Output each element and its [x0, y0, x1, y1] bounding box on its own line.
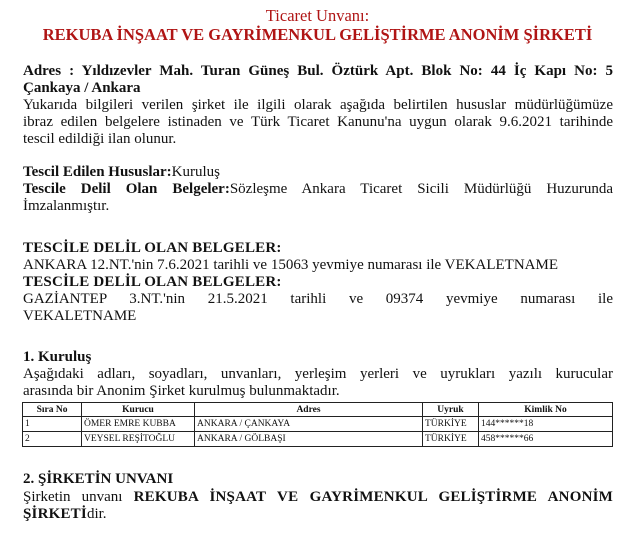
section1-heading: 1. Kuruluş: [23, 349, 92, 365]
section2-company-name-end: ŞİRKETİ: [23, 506, 87, 522]
cell-order: 1: [23, 417, 82, 432]
section2-line-1: [23, 489, 613, 505]
intro-line-2: ibraz edilen belgelere istinaden ve Türk Ticaret Kanunu'na uygun olarak 9.6.2021 tarihinde: [23, 114, 613, 130]
evidence-value-1: Sözleşme Ankara Ticaret Sicili Müdürlüğü Huzurunda: [229, 181, 613, 197]
registered-matters: [23, 164, 613, 180]
col-header-founder: Kurucu: [82, 403, 195, 417]
table-row: [23, 432, 613, 447]
cell-nationality: TÜRKİYE: [423, 417, 479, 432]
documents-line-1: ANKARA 12.NT.'nin 7.6.2021 tarihli ve 15063 yevmiye numarası ile VEKALETNAME: [23, 257, 558, 273]
cell-id: 144******18: [479, 417, 613, 432]
section2-line-2: [23, 506, 613, 522]
registered-label: Tescil Edilen Hususlar:: [23, 164, 172, 180]
company-title: REKUBA İNŞAAT VE GAYRİMENKUL GELİŞTİRME ANONİM ŞİRKETİ: [42, 25, 593, 44]
address-line-1: Adres : Yıldızevler Mah. Turan Güneş Bul. Öztürk Apt. Blok No: 44 İç Kapı No: 5: [23, 63, 613, 79]
founders-header-row: [23, 403, 613, 417]
cell-nationality: TÜRKİYE: [423, 432, 479, 447]
section2-company-name: REKUBA İNŞAAT VE GAYRİMENKUL GELİŞTİRME ANONİM: [133, 489, 614, 505]
cell-address: ANKARA / ÇANKAYA: [195, 417, 423, 432]
evidence-label: Tescile Delil Olan Belgeler:: [23, 181, 230, 197]
documents-line-2a: GAZİANTEP 3.NT.'nin 21.5.2021 tarihli ve 09374 yevmiye numarası ile: [23, 291, 613, 307]
cell-founder: ÖMER EMRE KUBBA: [82, 417, 195, 432]
documents-line-2b: VEKALETNAME: [23, 308, 137, 324]
trade-name-label: Ticaret Unvanı:: [265, 6, 370, 25]
table-row: [23, 417, 613, 432]
col-header-nationality: Uyruk: [423, 403, 479, 417]
cell-order: 2: [23, 432, 82, 447]
section1-text-2: arasında bir Anonim Şirket kurulmuş bulunmaktadır.: [23, 383, 340, 399]
cell-founder: VEYSEL REŞİTOĞLU: [82, 432, 195, 447]
intro-line-1: Yukarıda bilgileri verilen şirket ile ilgili olarak aşağıda belirtilen hususlar müdürlüğümüze: [23, 97, 613, 113]
documents-heading-1: TESCİLE DELİL OLAN BELGELER:: [23, 240, 282, 256]
col-header-id: Kimlik No: [479, 403, 613, 417]
founders-table: [22, 402, 613, 447]
evidence-line-1: [23, 181, 613, 197]
cell-address: ANKARA / GÖLBAŞI: [195, 432, 423, 447]
section2-heading: 2. ŞİRKETİN UNVANI: [23, 471, 174, 487]
col-header-order: Sıra No: [23, 403, 82, 417]
address-line-2: Çankaya / Ankara: [23, 80, 141, 96]
evidence-line-2: İmzalanmıştır.: [23, 198, 110, 214]
section2-suffix: dir.: [86, 506, 107, 522]
intro-line-3: tescil edildiği ilan olunur.: [23, 131, 177, 147]
documents-heading-2: TESCİLE DELİL OLAN BELGELER:: [23, 274, 282, 290]
section1-text-1: Aşağıdaki adları, soyadları, unvanları, yerleşim yerleri ve uyrukları yazılı kurucular: [23, 366, 613, 382]
registered-value: Kuruluş: [171, 164, 220, 180]
col-header-address: Adres: [195, 403, 423, 417]
cell-id: 458******66: [479, 432, 613, 447]
section2-prefix: Şirketin unvanı: [23, 489, 123, 505]
